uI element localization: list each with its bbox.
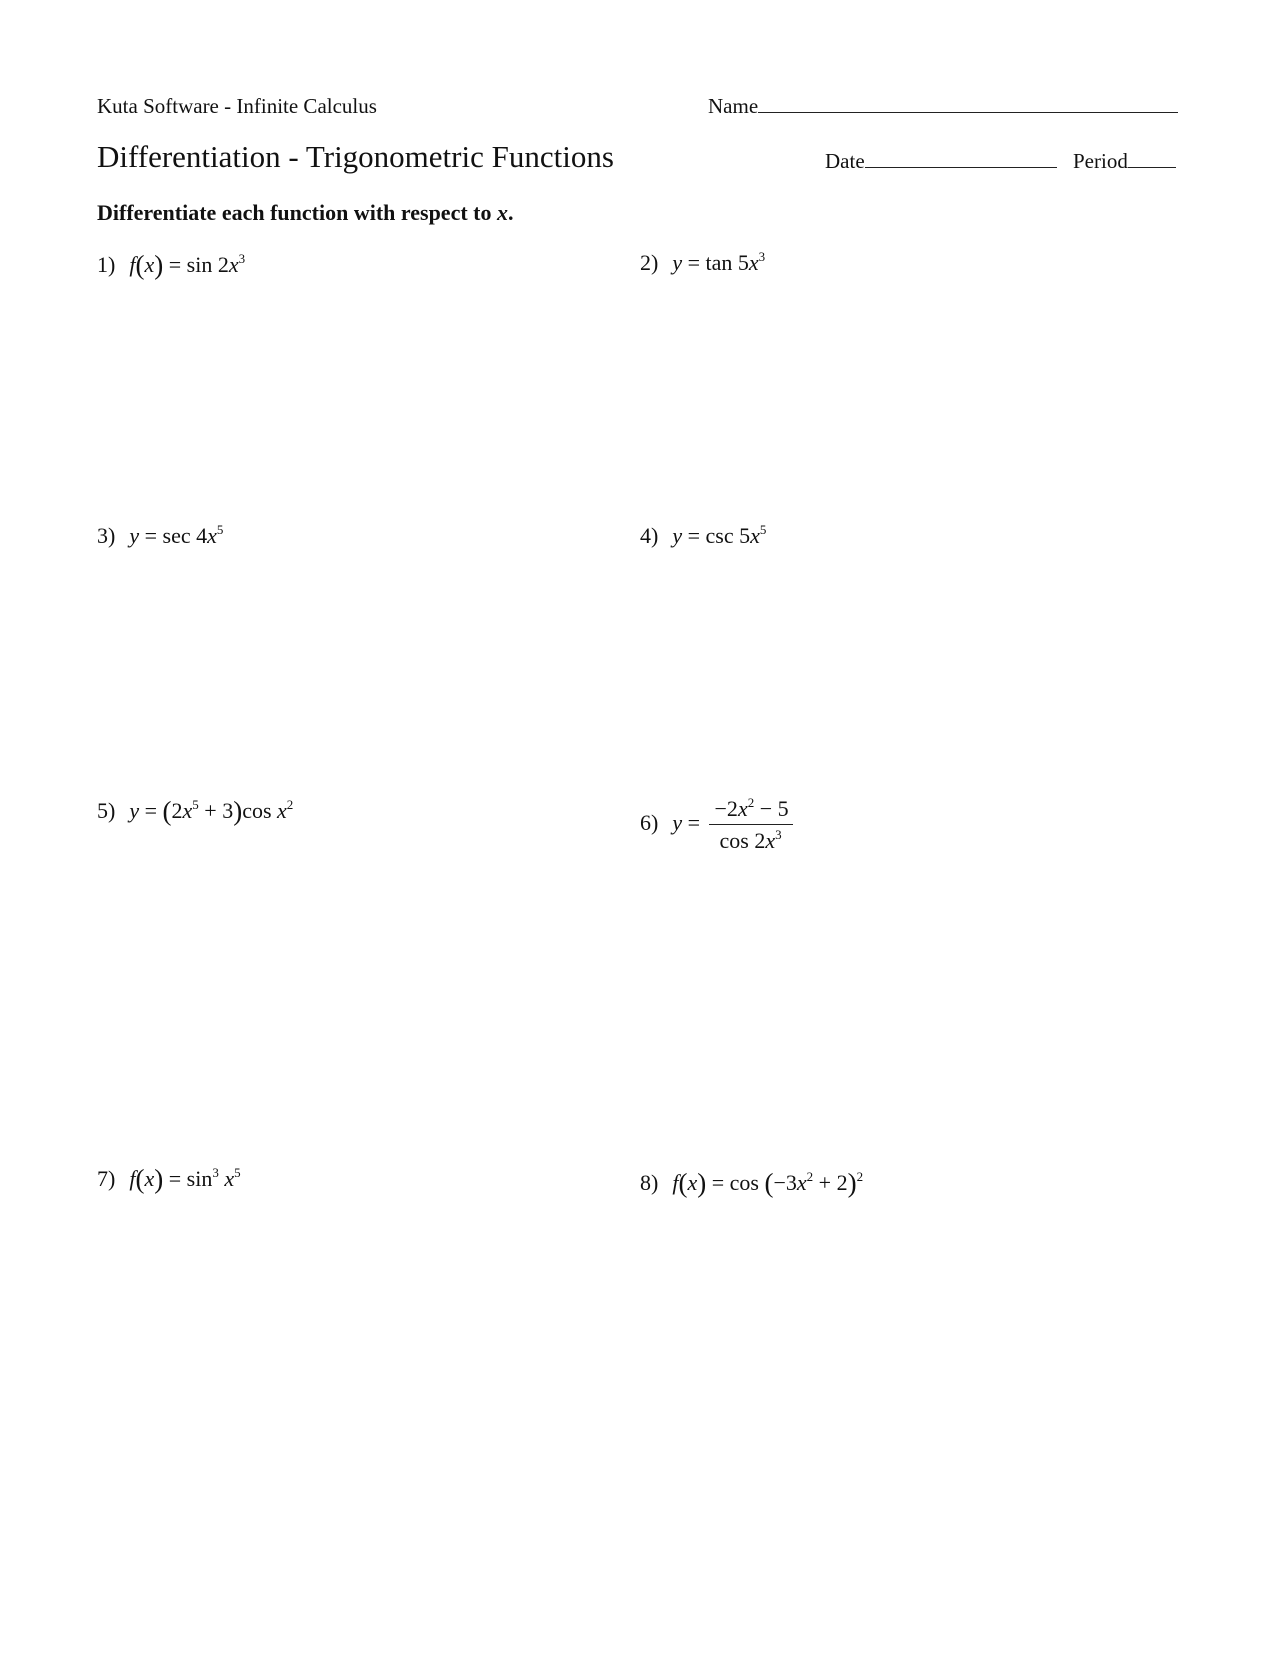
problem-number: 5)	[97, 798, 116, 823]
problem-3: 3) $y = \sec 4x^5$	[97, 522, 224, 548]
publisher-label: Kuta Software - Infinite Calculus	[97, 94, 377, 118]
date-blank-line[interactable]	[865, 149, 1057, 168]
problem-number: 1)	[97, 252, 116, 277]
denominator: $\cos 2x^3$	[719, 827, 782, 853]
problem-6: 6) y = $\frac{-2x^2 - 5}{\cos 2x^3}$	[640, 796, 793, 854]
problem-7: 7) $f(x) = \sin^3 x^5$	[97, 1164, 241, 1194]
problem-5: 5) $y = (2x^5 + 3)\cos$ $x^2$	[97, 796, 294, 826]
instruction-text: Differentiate each function with respect to	[97, 200, 497, 225]
name-blank-line[interactable]	[758, 94, 1178, 113]
period-label: Period	[1073, 149, 1128, 173]
period-blank-line[interactable]	[1128, 149, 1176, 168]
name-field[interactable]	[708, 94, 1178, 119]
problem-4: 4) $y = \csc 5x^5$	[640, 522, 767, 548]
problem-number: 4)	[640, 523, 659, 548]
name-label: Name	[708, 94, 759, 118]
instruction-variable: x	[497, 200, 508, 225]
numerator: $-2x^2 - 5$	[709, 796, 793, 825]
problem-number: 3)	[97, 523, 116, 548]
date-label: Date	[825, 149, 865, 173]
problem-number: 7)	[97, 1166, 116, 1191]
instruction-period: .	[508, 200, 514, 225]
problem-1: 1) $f(x) = \sin 2x^3$	[97, 250, 246, 280]
problem-8: 8) $f(x) = \cos (-3x^2 + 2)^2$	[640, 1168, 864, 1198]
problem-number: 8)	[640, 1170, 659, 1195]
date-field[interactable]	[825, 149, 1057, 174]
fraction	[709, 796, 793, 854]
period-field[interactable]	[1073, 149, 1176, 174]
problem-number: 2)	[640, 250, 659, 275]
instructions	[97, 200, 514, 226]
problem-number: 6)	[640, 810, 659, 836]
page-title: Differentiation - Trigonometric Functions	[97, 139, 614, 174]
problem-2: 2) $y = \tan 5x^3$	[640, 249, 766, 275]
